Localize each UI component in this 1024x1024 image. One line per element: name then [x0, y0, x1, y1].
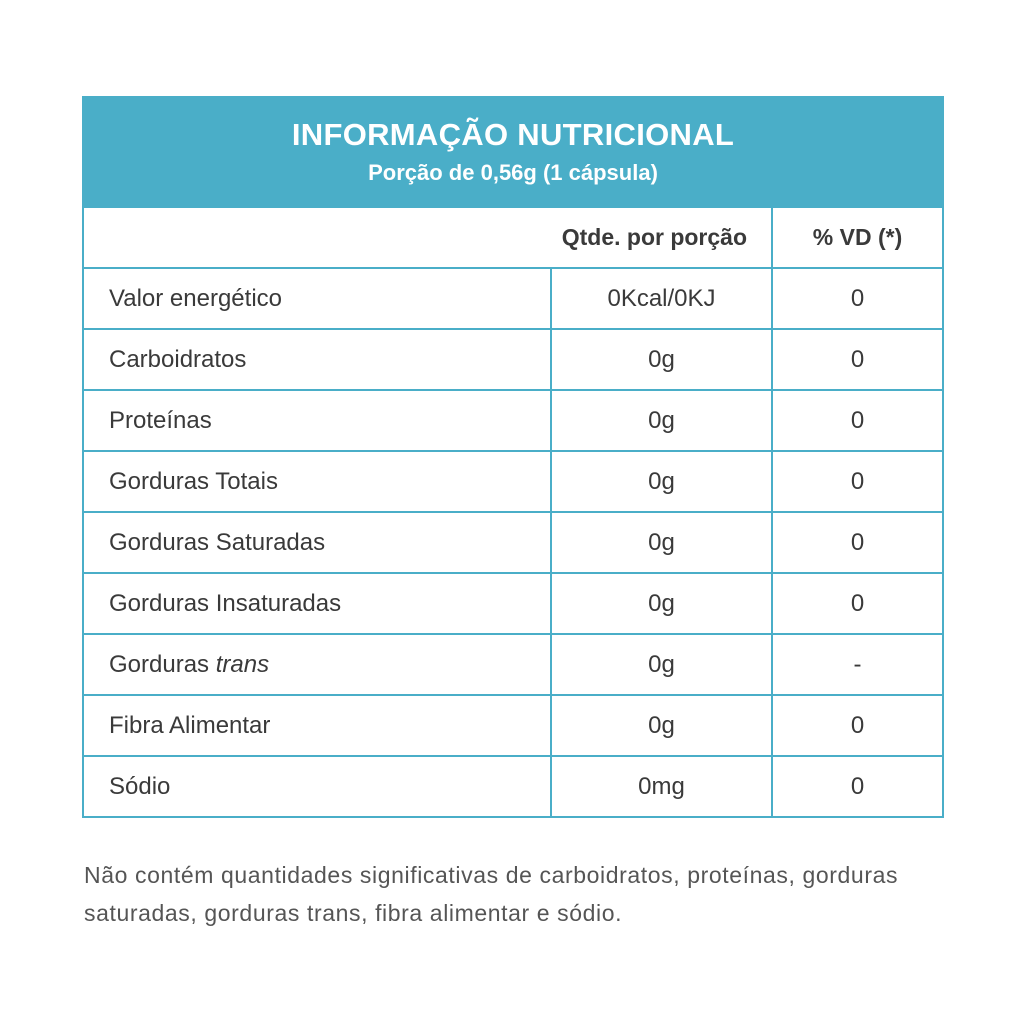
nutrient-qty: 0g — [551, 329, 772, 390]
table-row — [84, 451, 942, 512]
nutrient-qty: 0g — [551, 451, 772, 512]
table-row — [84, 390, 942, 451]
table-row — [84, 634, 942, 695]
nutrient-vd: 0 — [772, 390, 942, 451]
nutrient-name-text: Gorduras — [109, 650, 210, 678]
nutrient-vd: 0 — [772, 329, 942, 390]
nutrient-qty: 0mg — [551, 756, 772, 816]
nutrient-name — [84, 634, 551, 695]
table-row — [84, 695, 942, 756]
nutrition-header — [84, 98, 942, 208]
column-header-row — [84, 208, 942, 268]
column-header-qty: Qtde. por porção — [84, 208, 772, 268]
nutrient-qty: 0g — [551, 512, 772, 573]
nutrient-vd: - — [772, 634, 942, 695]
table-row — [84, 512, 942, 573]
nutrient-qty: 0Kcal/0KJ — [551, 268, 772, 329]
nutrient-name: Gorduras Totais — [84, 451, 551, 512]
serving-size: Porção de 0,56g (1 cápsula) — [368, 160, 658, 185]
nutrient-qty: 0g — [551, 573, 772, 634]
nutrient-vd: 0 — [772, 756, 942, 816]
nutrient-vd: 0 — [772, 695, 942, 756]
nutrient-vd: 0 — [772, 512, 942, 573]
nutrient-name: Gorduras Insaturadas — [84, 573, 551, 634]
nutrient-vd: 0 — [772, 573, 942, 634]
nutrition-table — [84, 208, 942, 816]
nutrient-qty: 0g — [551, 695, 772, 756]
nutrient-qty: 0g — [551, 634, 772, 695]
nutrient-qty: 0g — [551, 390, 772, 451]
nutrition-title: INFORMAÇÃO NUTRICIONAL — [291, 117, 735, 152]
nutrient-name: Valor energético — [84, 268, 551, 329]
nutrient-vd: 0 — [772, 268, 942, 329]
nutrient-vd: 0 — [772, 451, 942, 512]
table-row — [84, 573, 942, 634]
nutrient-name: Gorduras Saturadas — [84, 512, 551, 573]
nutrient-name: Carboidratos — [84, 329, 551, 390]
nutrition-facts-panel — [82, 96, 944, 818]
column-header-vd: % VD (*) — [772, 208, 942, 268]
table-row — [84, 329, 942, 390]
nutrient-name: Sódio — [84, 756, 551, 816]
table-row — [84, 756, 942, 816]
nutrient-name-italic: trans — [215, 650, 270, 678]
nutrient-name: Fibra Alimentar — [84, 695, 551, 756]
footnote: Não contém quantidades significativas de carboidratos, proteínas, gorduras saturadas, gorduras trans, fibra alimentar e sódio. — [84, 862, 899, 926]
table-row — [84, 268, 942, 329]
nutrient-name: Proteínas — [84, 390, 551, 451]
